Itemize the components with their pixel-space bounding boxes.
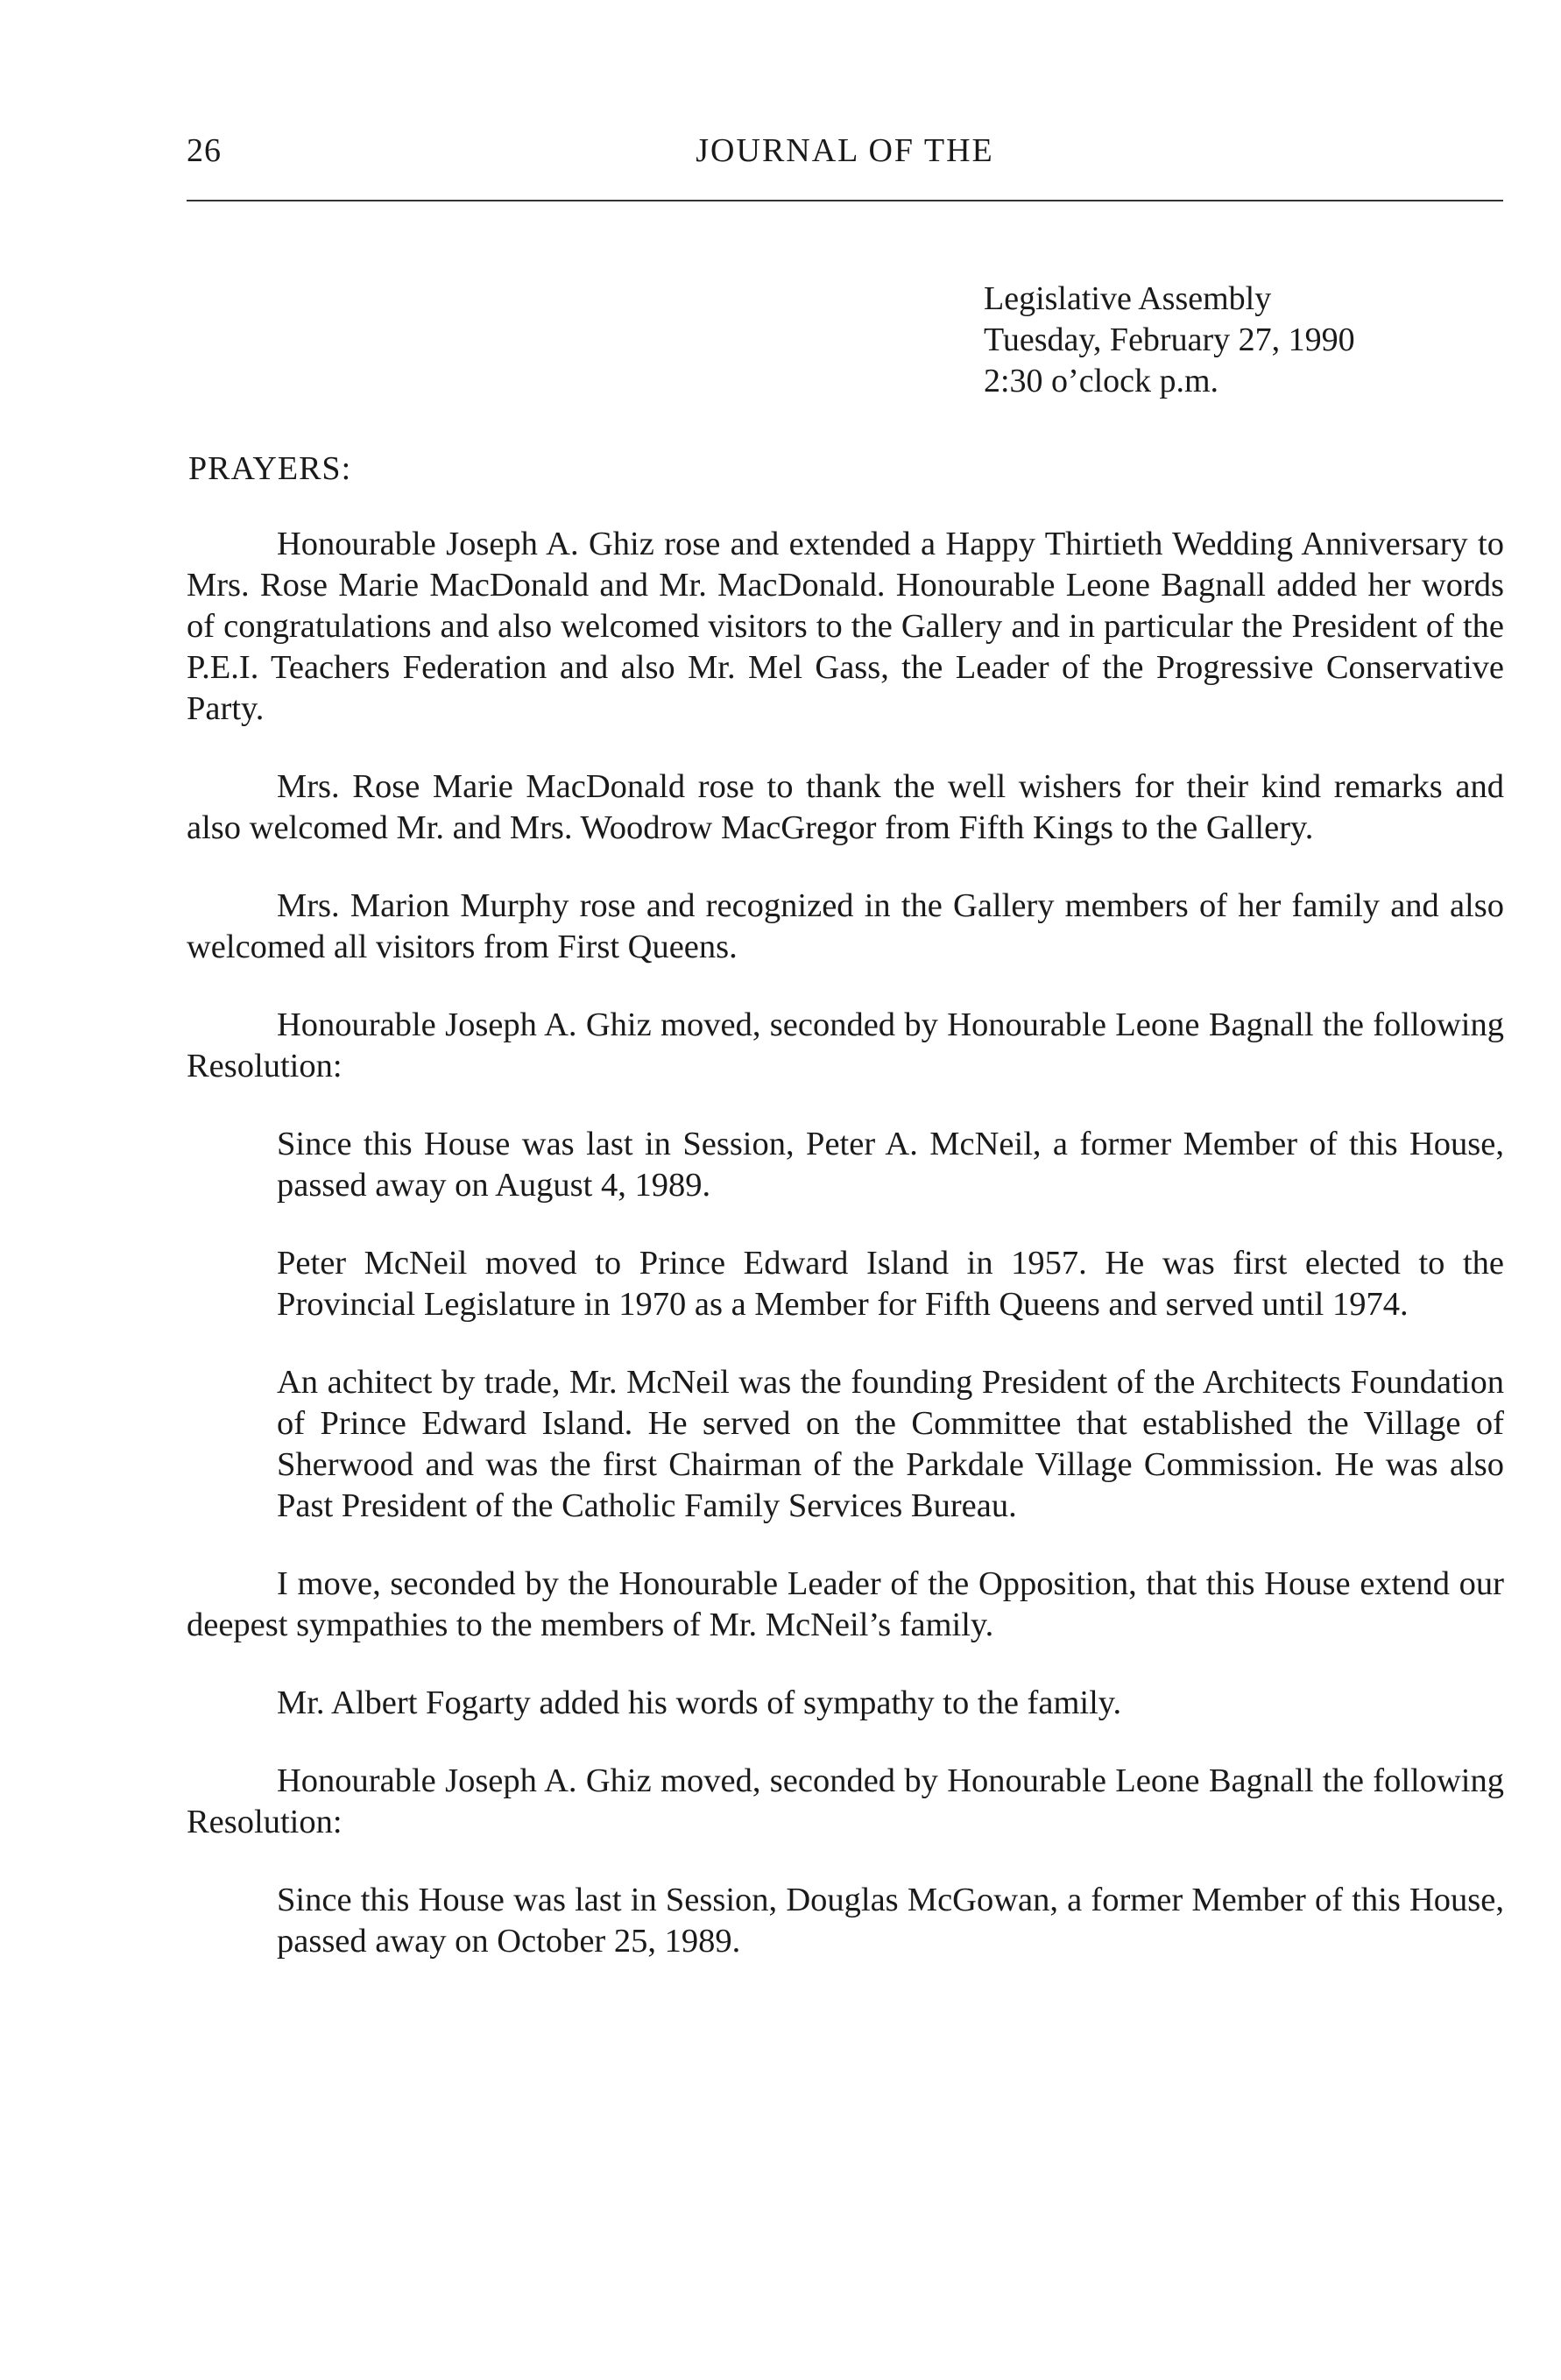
resolution-paragraph: Peter McNeil moved to Prince Edward Island in 1957. He was first elected to the Provincial Legislature in 1970 as a Member for Fifth Queens and served until 1974. [277, 1245, 1504, 1323]
assembly-name: Legislative Assembly [984, 280, 1272, 317]
page-header [187, 131, 1503, 175]
resolution-paragraph: Since this House was last in Session, Peter A. McNeil, a former Member of this House, passed away on August 4, 1989. [277, 1126, 1504, 1204]
paragraph-motion: Honourable Joseph A. Ghiz moved, seconded by Honourable Leone Bagnall the following Resolution: [187, 1762, 1504, 1840]
paragraph-motion: Honourable Joseph A. Ghiz moved, seconded by Honourable Leone Bagnall the following Resolution: [187, 1006, 1504, 1084]
running-head: JOURNAL OF THE [696, 132, 994, 169]
journal-body [187, 524, 1504, 1999]
paragraph-anniversary: Honourable Joseph A. Ghiz rose and extended a Happy Thirtieth Wedding Anniversary to Mrs. Rose Marie MacDonald and Mr. MacDonald. Honourable Leone Bagnall added her words of congratulations and also welcomed visitors to the Gallery and in particular the President of the P.E.I. Teachers Federation and also Mr. Mel Gass, the Leader of the Progressive Conservative Party. [187, 526, 1504, 727]
prayers-heading: PRAYERS: [188, 450, 352, 487]
page-number: 26 [187, 132, 222, 169]
sitting-info [984, 279, 1355, 402]
sitting-date: Tuesday, February 27, 1990 [984, 321, 1355, 358]
resolution-paragraph: An achitect by trade, Mr. McNeil was the founding President of the Architects Foundation of Prince Edward Island. He served on the Committee that established the Village of Sherwood and was the first Chairman of the Parkdale Village Commission. He was also Past President of the Catholic Family Services Bureau. [277, 1364, 1504, 1524]
paragraph-fogarty: Mr. Albert Fogarty added his words of sympathy to the family. [277, 1684, 1122, 1721]
paragraph-thanks: Mrs. Rose Marie MacDonald rose to thank the well wishers for their kind remarks and also welcomed Mr. and Mrs. Woodrow MacGregor from Fifth Kings to the Gallery. [187, 768, 1504, 846]
sitting-time: 2:30 o’clock p.m. [984, 363, 1219, 399]
header-rule [187, 200, 1503, 201]
paragraph-sympathy-motion: I move, seconded by the Honourable Leader of the Opposition, that this House extend our deepest sympathies to the members of Mr. McNeil’s family. [187, 1565, 1504, 1643]
resolution-paragraph: Since this House was last in Session, Douglas McGowan, a former Member of this House, passed away on October 25, 1989. [277, 1882, 1504, 1960]
paragraph-recognition: Mrs. Marion Murphy rose and recognized in the Gallery members of her family and also welcomed all visitors from First Queens. [187, 887, 1504, 965]
